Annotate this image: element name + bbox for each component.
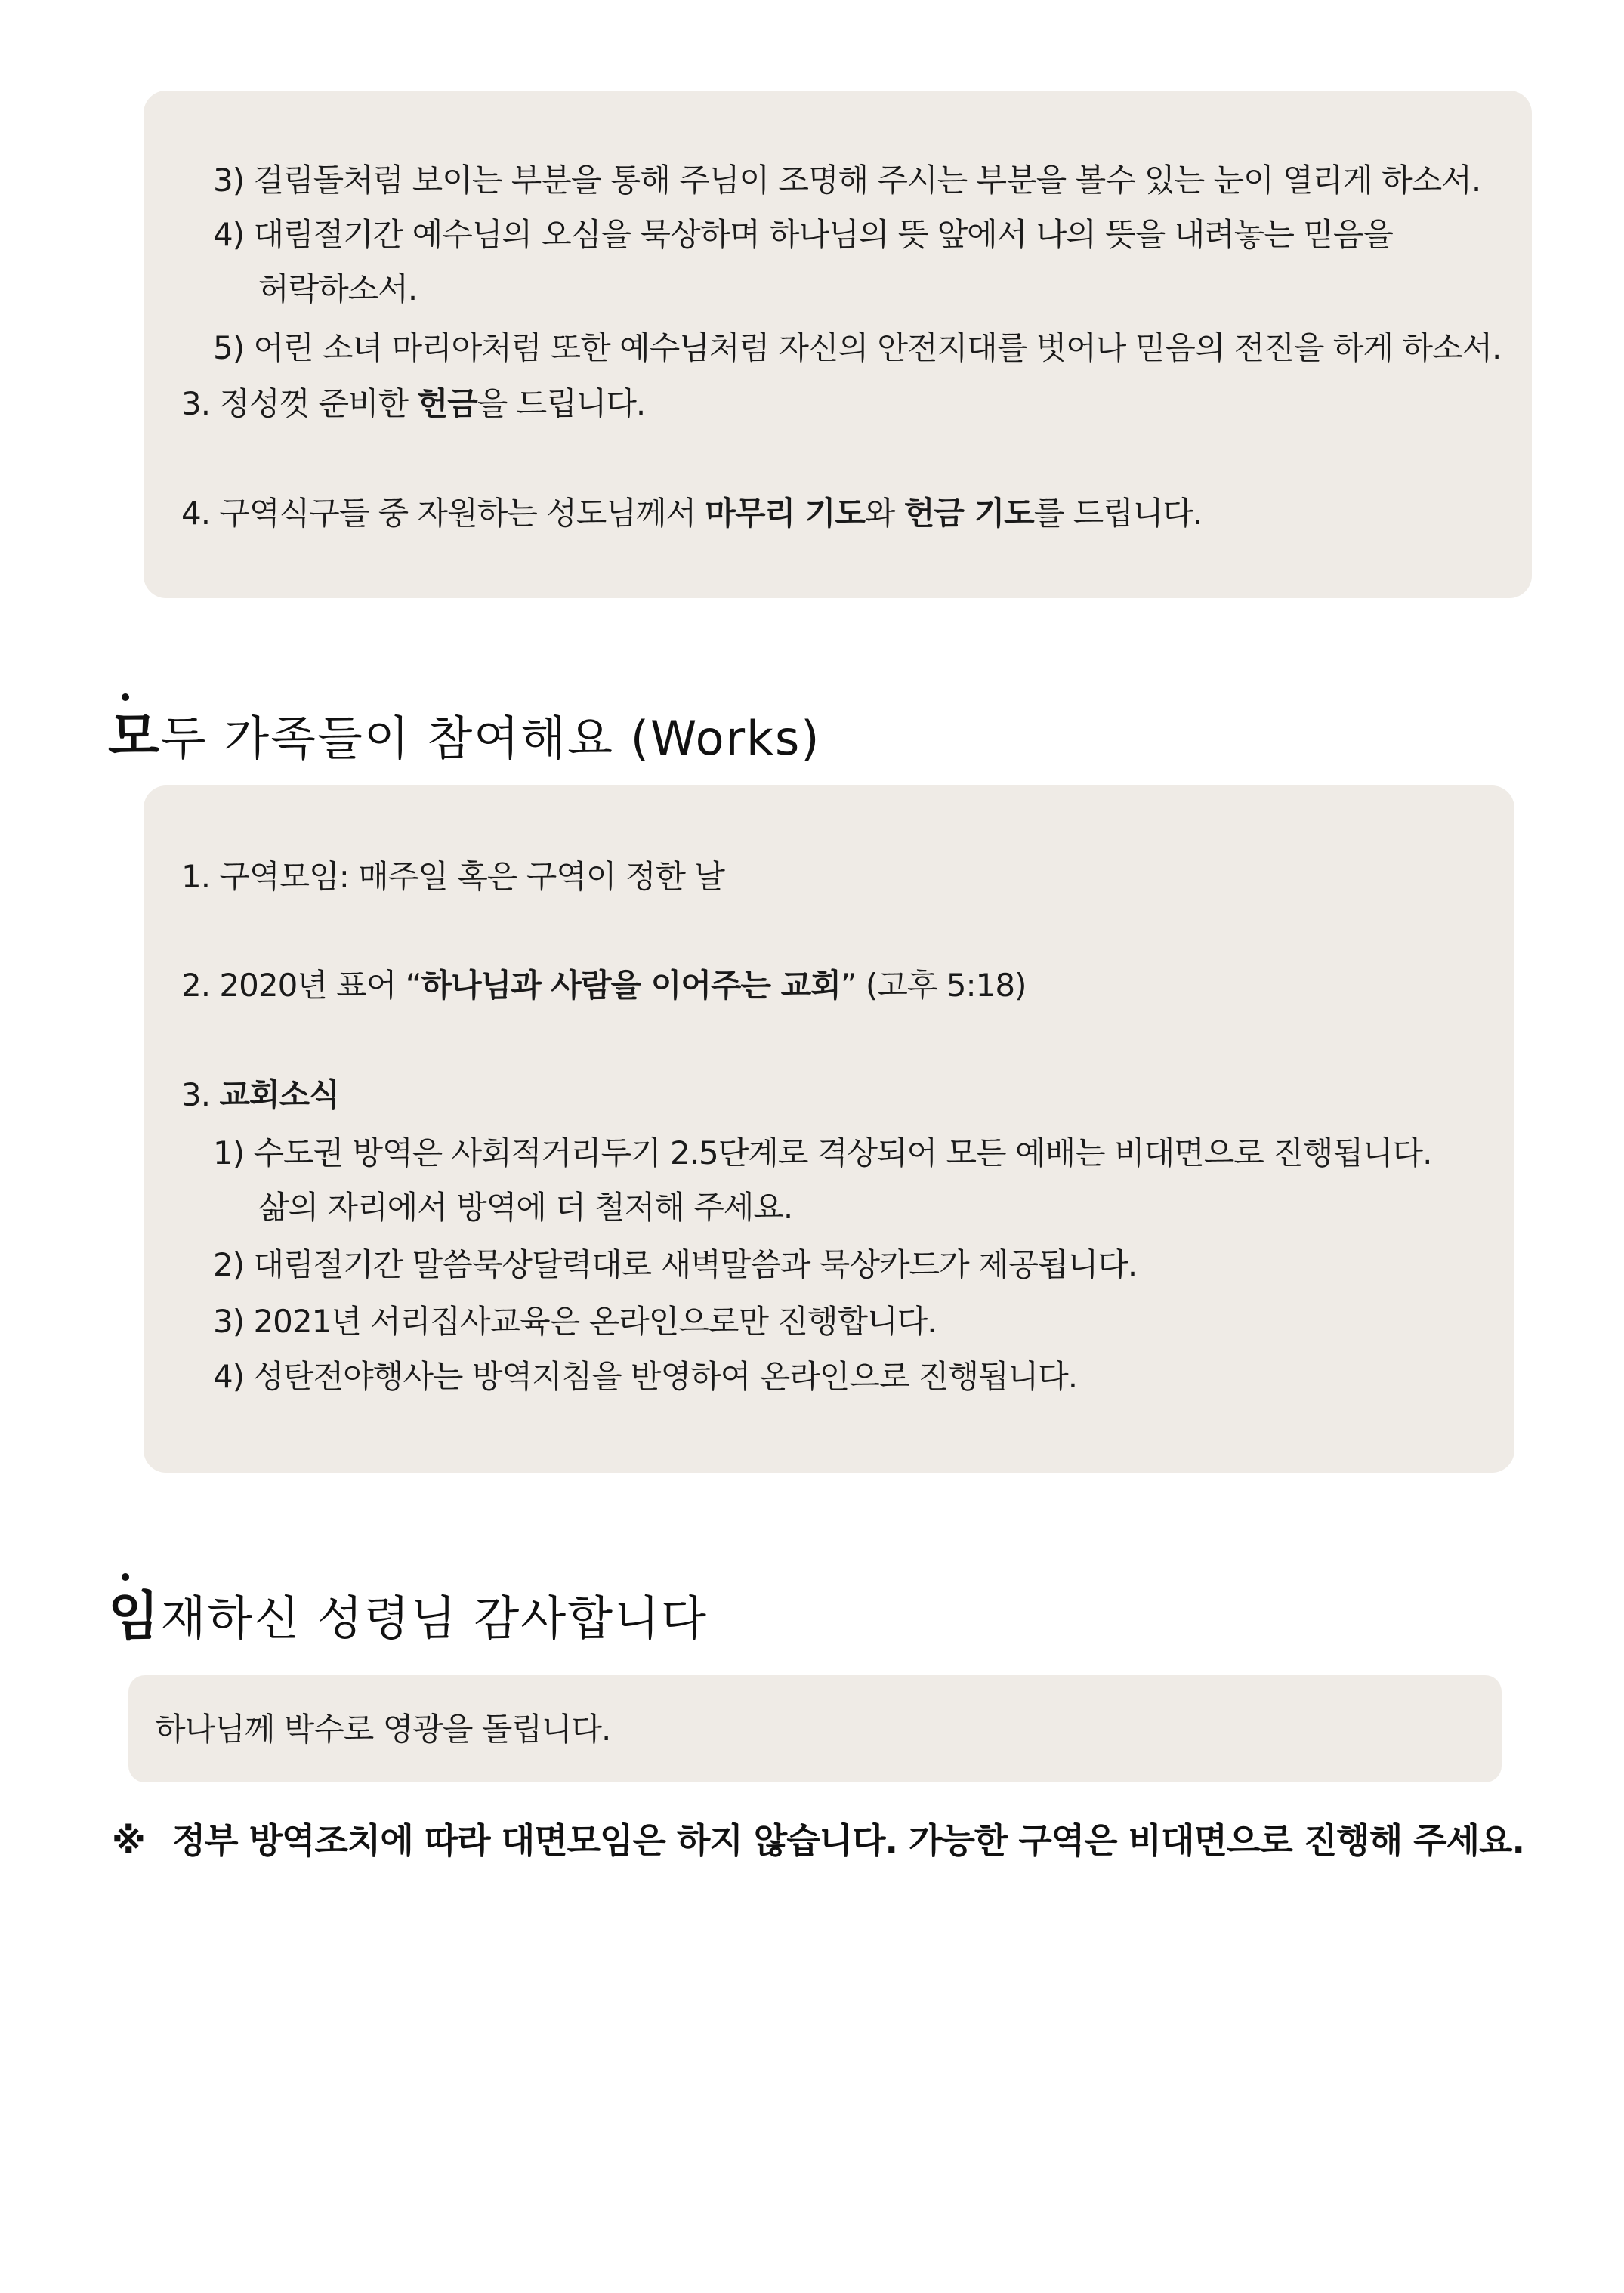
motto-bold: 하나님과 사람을 이어주는 교회 bbox=[421, 967, 841, 1004]
news-item-1: 1) 수도권 방역은 사회적거리두기 2.5단계로 격상되어 모든 예배는 비대면으로 진행됩니다. bbox=[213, 1134, 1432, 1171]
news-title-num: 3. bbox=[181, 1076, 220, 1113]
heading-dot-icon bbox=[122, 1573, 129, 1581]
news-item-2: 2) 대림절기간 말씀묵상달력대로 새벽말씀과 묵상카드가 제공됩니다. bbox=[213, 1246, 1138, 1283]
motto-line bbox=[181, 963, 1027, 1008]
closing-mid: 와 bbox=[864, 495, 904, 532]
news-title-line bbox=[181, 1072, 339, 1118]
offering-suffix: 을 드립니다. bbox=[477, 385, 646, 422]
thanks-heading-rest: 재하신 성령님 감사합니다 bbox=[160, 1591, 708, 1646]
prayer-item-5: 5) 어린 소녀 마리아처럼 또한 예수님처럼 자신의 안전지대를 벗어나 믿음의 전진을 하게 하소서. bbox=[213, 329, 1502, 366]
notice-mark-icon: ※ bbox=[112, 1820, 145, 1861]
thanks-heading-first bbox=[108, 1585, 161, 1647]
thanks-heading-first-char: 임 bbox=[108, 1585, 161, 1647]
closing-prefix: 4. 구역식구들 중 자원하는 성도님께서 bbox=[181, 495, 705, 532]
thanks-heading bbox=[108, 1586, 708, 1649]
closing-bold-2: 헌금 기도 bbox=[903, 495, 1034, 532]
closing-prayer-line bbox=[181, 491, 1202, 536]
closing-bold-1: 마무리 기도 bbox=[705, 495, 865, 532]
works-heading-rest: 두 가족들이 참여해요 (Works) bbox=[160, 711, 821, 766]
closing-suffix: 를 드립니다. bbox=[1033, 495, 1203, 532]
news-item-4: 4) 성탄전야행사는 방역지침을 반영하여 온라인으로 진행됩니다. bbox=[213, 1358, 1078, 1395]
offering-line bbox=[181, 381, 645, 427]
works-heading bbox=[108, 706, 820, 769]
thanks-text: 하나님께 박수로 영광을 돌립니다. bbox=[155, 1711, 611, 1748]
prayer-item-3: 3) 걸림돌처럼 보이는 부분을 통해 주님이 조명해 주시는 부분을 볼수 있는 눈이 열리게 하소서. bbox=[213, 162, 1481, 199]
notice-line bbox=[112, 1816, 1524, 1865]
heading-dot-icon bbox=[122, 693, 129, 701]
prayer-item-4: 4) 대림절기간 예수님의 오심을 묵상하며 하나님의 뜻 앞에서 나의 뜻을 내려놓는 믿음을 bbox=[213, 216, 1393, 253]
offering-prefix: 3. 정성껏 준비한 bbox=[181, 385, 418, 422]
news-title: 교회소식 bbox=[219, 1076, 339, 1113]
prayer-item-4-cont: 허락하소서. bbox=[258, 270, 418, 307]
works-heading-first-char: 모 bbox=[108, 705, 161, 767]
offering-bold: 헌금 bbox=[417, 385, 477, 422]
motto-prefix: 2. 2020년 표어 “ bbox=[181, 967, 421, 1004]
works-heading-first bbox=[108, 705, 161, 767]
motto-suffix: ” (고후 5:18) bbox=[840, 967, 1027, 1004]
meeting-line: 1. 구역모임: 매주일 혹은 구역이 정한 날 bbox=[181, 858, 724, 895]
news-item-1-cont: 삶의 자리에서 방역에 더 철저해 주세요. bbox=[258, 1189, 793, 1226]
news-item-3: 3) 2021년 서리집사교육은 온라인으로만 진행합니다. bbox=[213, 1303, 937, 1340]
notice-text: 정부 방역조치에 따라 대면모임은 하지 않습니다. 가능한 구역은 비대면으로 진행해 주세요. bbox=[171, 1820, 1524, 1861]
